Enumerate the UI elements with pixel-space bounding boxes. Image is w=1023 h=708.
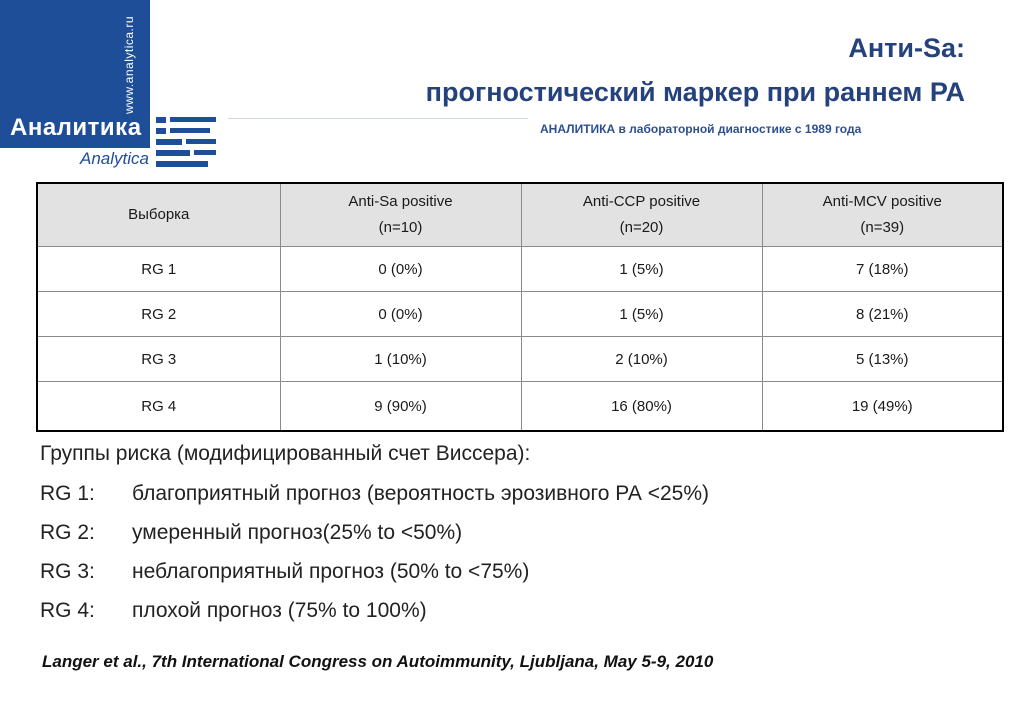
header-cell-sample: Выборка (37, 183, 280, 247)
risk-group-legend (40, 440, 709, 636)
table-cell: 0 (0%) (280, 292, 521, 337)
legend-item-text: благоприятный прогноз (вероятность эрозивного РА <25%) (132, 482, 709, 505)
table-cell: 19 (49%) (762, 382, 1003, 432)
table-cell: 1 (5%) (521, 247, 762, 292)
table-cell: RG 1 (37, 247, 280, 292)
table-cell: 0 (0%) (280, 247, 521, 292)
legend-item (40, 597, 709, 636)
table-cell: 9 (90%) (280, 382, 521, 432)
table-cell: 7 (18%) (762, 247, 1003, 292)
logo-latin-name: Analytica (80, 149, 149, 168)
results-table (36, 182, 1004, 432)
table-header-row (37, 183, 1003, 247)
table-row (37, 292, 1003, 337)
table-row (37, 247, 1003, 292)
legend-item-code: RG 1: (40, 482, 95, 505)
header-divider (228, 118, 528, 119)
legend-item-text: неблагоприятный прогноз (50% to <75%) (132, 560, 530, 583)
logo-name: Аналитика (10, 114, 142, 141)
header-cell-anti-ccp: Anti-CCP positive (n=20) (521, 183, 762, 247)
slide-title-line1: Анти-Sa: (848, 33, 965, 63)
table-row (37, 382, 1003, 432)
legend-item (40, 519, 709, 558)
table-cell: 16 (80%) (521, 382, 762, 432)
company-logo (0, 0, 150, 170)
table-cell: RG 2 (37, 292, 280, 337)
legend-item-code: RG 4: (40, 599, 95, 622)
legend-item-text: умеренный прогноз(25% to <50%) (132, 521, 463, 544)
slide-title (426, 26, 965, 114)
legend-item (40, 480, 709, 519)
table-cell: 1 (10%) (280, 337, 521, 382)
citation: Langer et al., 7th International Congress on Autoimmunity, Ljubljana, May 5-9, 2010 (42, 652, 714, 671)
header-cell-anti-mcv: Anti-MCV positive (n=39) (762, 183, 1003, 247)
legend-item-code: RG 3: (40, 560, 95, 583)
legend-item-text: плохой прогноз (75% to 100%) (132, 599, 427, 622)
legend-item (40, 558, 709, 597)
slide-title-line2: прогностический маркер при раннем РА (425, 77, 965, 107)
table-cell: RG 4 (37, 382, 280, 432)
table-cell: 8 (21%) (762, 292, 1003, 337)
legend-item-code: RG 2: (40, 521, 95, 544)
table-cell: 5 (13%) (762, 337, 1003, 382)
table-cell: RG 3 (37, 337, 280, 382)
company-tagline: АНАЛИТИКА в лабораторной диагностике с 1989 года (540, 122, 862, 136)
logo-stripes-icon (156, 117, 218, 169)
legend-heading: Группы риска (модифицированный счет Виссера): (40, 442, 531, 465)
table-cell: 2 (10%) (521, 337, 762, 382)
logo-url: www.analytica.ru (122, 15, 136, 114)
table-cell: 1 (5%) (521, 292, 762, 337)
table-row (37, 337, 1003, 382)
header-cell-anti-sa: Anti-Sa positive (n=10) (280, 183, 521, 247)
